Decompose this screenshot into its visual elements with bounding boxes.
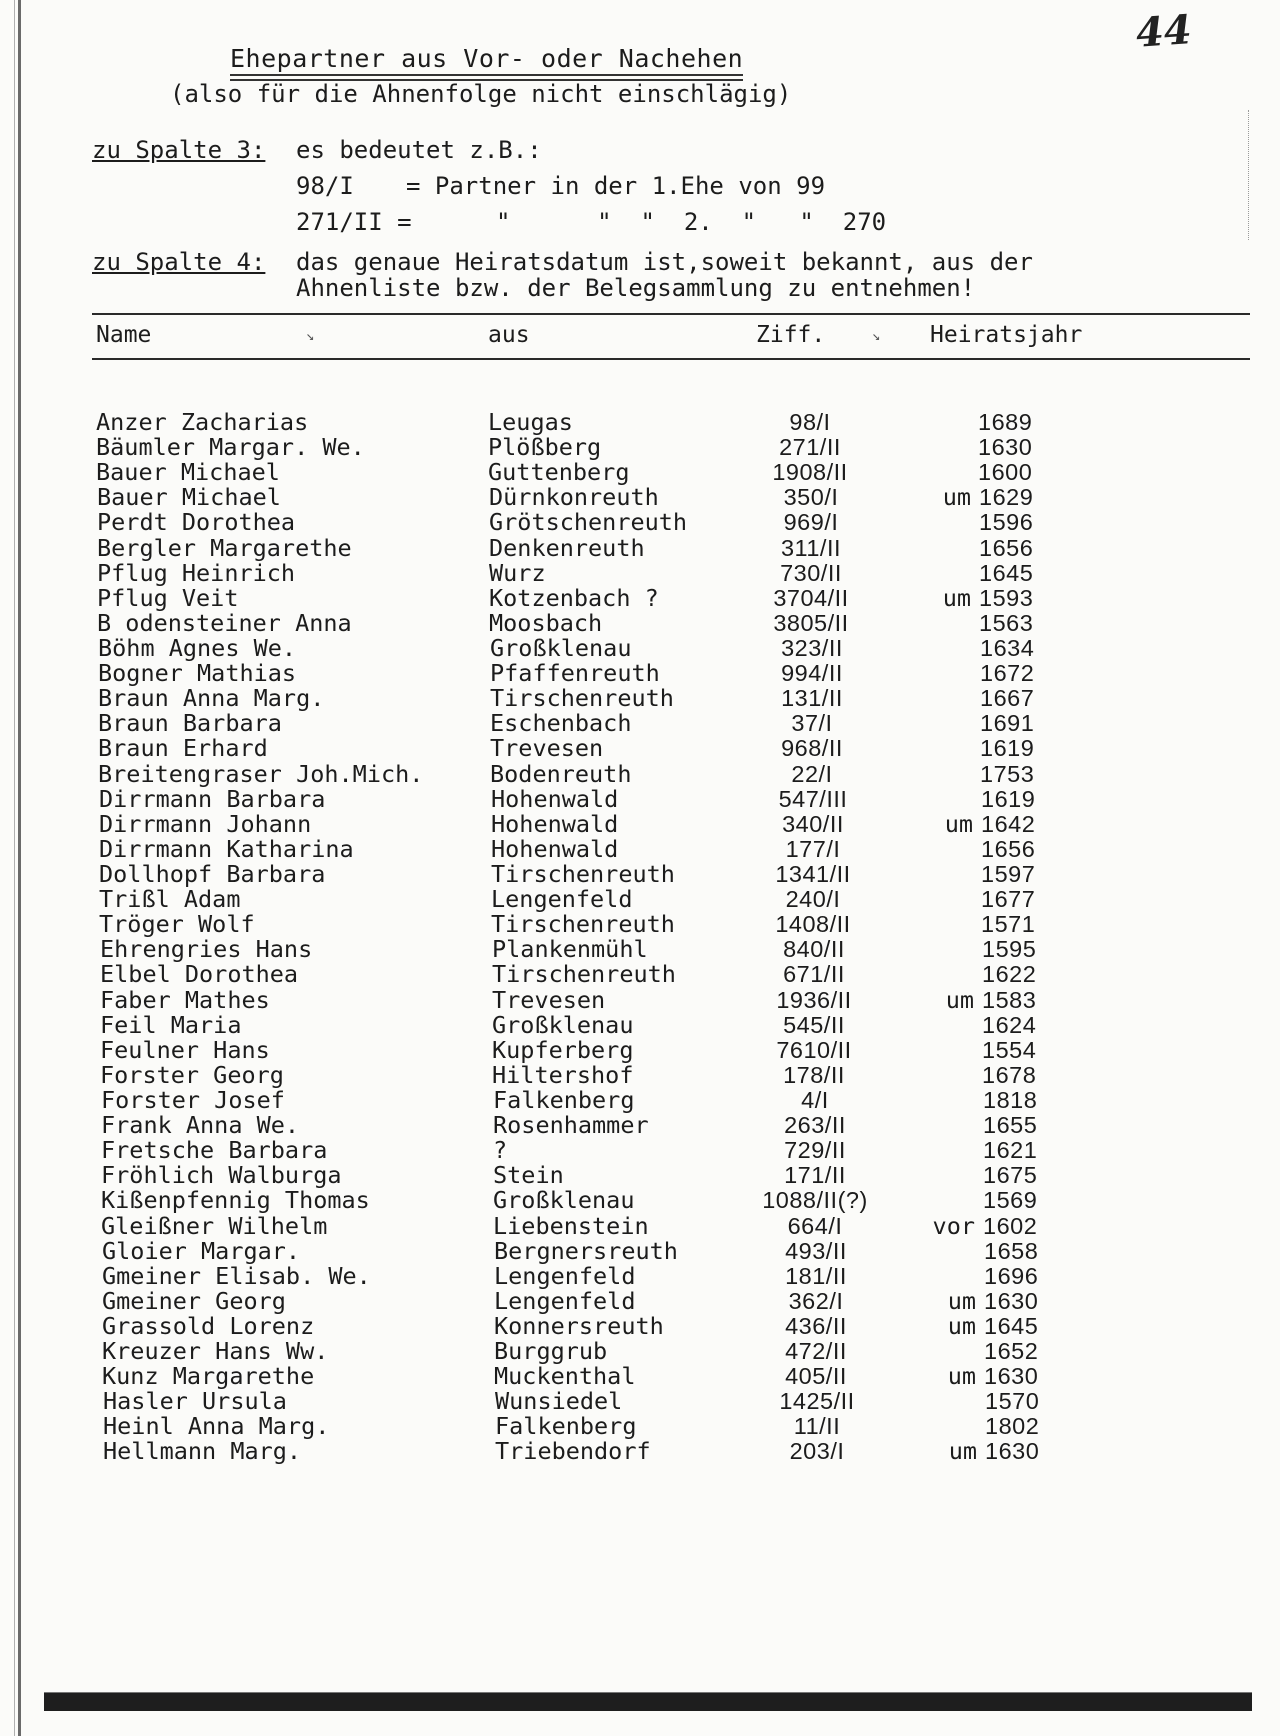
row-aus: Tirschenreuth	[491, 859, 675, 888]
table-row	[0, 608, 1280, 637]
table-row	[0, 583, 1280, 612]
table-row	[0, 686, 1280, 711]
table-row	[0, 985, 1280, 1014]
row-name: Forster Georg	[100, 1060, 284, 1089]
row-name: Breitengraser Joh.Mich.	[98, 759, 424, 788]
row-ziff: 98/I	[789, 409, 831, 435]
table-row	[0, 711, 1280, 736]
row-year: 1678	[982, 1061, 1037, 1088]
row-ziff: 994/II	[781, 660, 843, 687]
row-ziff: 472/II	[785, 1338, 847, 1365]
row-name: Anzer Zacharias	[96, 408, 309, 436]
row-ziff: 671/II	[783, 961, 845, 988]
row-ziff: 181/II	[785, 1262, 847, 1289]
table-row	[0, 887, 1280, 912]
row-name: Kißenpfennig Thomas	[101, 1186, 370, 1215]
row-name: Gleißner Wilhelm	[101, 1211, 328, 1240]
row-year: 1554	[982, 1036, 1037, 1063]
row-ziff: 1936/II	[776, 986, 852, 1013]
table-row	[0, 1163, 1280, 1188]
row-year: 1563	[979, 609, 1034, 636]
row-ziff: 271/II	[779, 434, 841, 461]
row-name: Bauer Michael	[97, 483, 281, 512]
row-year: 1593	[979, 584, 1034, 611]
row-aus: Lengenfeld	[491, 885, 633, 914]
table-row	[0, 1261, 1280, 1290]
row-aus: Lengenfeld	[494, 1261, 636, 1290]
row-aus: Bodenreuth	[490, 759, 632, 788]
header-rule-top	[92, 313, 1250, 315]
row-aus: Trevesen	[492, 985, 606, 1014]
row-ziff: 664/I	[787, 1212, 843, 1239]
table-row	[0, 1188, 1280, 1213]
row-aus: Stein	[493, 1161, 564, 1190]
row-ziff: 3805/II	[773, 609, 849, 636]
table-row	[0, 1286, 1280, 1315]
row-year: 1630	[985, 1438, 1040, 1465]
row-qualifier: um	[948, 1437, 977, 1466]
row-qualifier: um	[947, 1311, 976, 1340]
row-ziff: 240/I	[785, 886, 841, 913]
table-row	[0, 736, 1280, 761]
row-name: Kreuzer Hans Ww.	[102, 1337, 329, 1366]
header-rule-bottom	[92, 358, 1250, 360]
row-year: 1675	[983, 1162, 1038, 1189]
row-year: 1600	[978, 459, 1033, 486]
row-aus: Großklenau	[493, 1186, 635, 1215]
table-row	[0, 410, 1280, 435]
row-aus: Liebenstein	[493, 1211, 649, 1240]
row-year: 1621	[983, 1137, 1038, 1164]
row-year: 1630	[978, 434, 1033, 461]
row-qualifier: um	[942, 583, 971, 612]
row-name: Faber Mathes	[100, 985, 270, 1014]
row-aus: Guttenberg	[488, 458, 630, 487]
header-ziff: Ziff.	[756, 322, 826, 348]
note-col3-example2-code: 271/II =	[296, 208, 412, 236]
table-row	[0, 784, 1280, 813]
row-aus: Wunsiedel	[495, 1387, 623, 1416]
row-ziff: 969/I	[783, 509, 839, 536]
row-ziff: 4/I	[801, 1086, 829, 1113]
row-year: 1624	[982, 1011, 1037, 1038]
table-row	[0, 834, 1280, 863]
row-year: 1753	[980, 760, 1035, 787]
note-col4-line1: das genaue Heiratsdatum ist,soweit bekannt, aus der	[296, 248, 1033, 276]
table-row	[0, 1339, 1280, 1364]
row-year: 1672	[980, 660, 1035, 687]
row-year: 1658	[984, 1237, 1039, 1264]
row-aus: Burggrub	[494, 1337, 608, 1366]
note-col4-label: zu Spalte 4:	[92, 248, 266, 276]
row-name: Gmeiner Elisab. We.	[102, 1261, 371, 1290]
row-aus: Bergnersreuth	[494, 1236, 678, 1265]
row-name: Heinl Anna Marg.	[103, 1412, 330, 1441]
row-year: 1652	[984, 1338, 1039, 1365]
row-ziff: 547/III	[778, 785, 848, 812]
row-year: 1656	[981, 835, 1036, 862]
row-qualifier: um	[947, 1286, 976, 1315]
page-title	[230, 44, 743, 73]
table-row	[0, 759, 1280, 788]
row-name: Kunz Margarethe	[102, 1362, 315, 1391]
row-aus: Falkenberg	[493, 1085, 635, 1114]
row-name: Hasler Ursula	[103, 1387, 287, 1416]
note-col3-example1-code: 98/I	[296, 172, 354, 200]
row-ziff: 840/II	[783, 936, 845, 963]
row-ziff: 362/I	[788, 1287, 844, 1314]
row-name: Grassold Lorenz	[102, 1311, 315, 1340]
row-ziff: 729/II	[784, 1137, 846, 1164]
row-ziff: 545/II	[783, 1011, 845, 1038]
row-ziff: 263/II	[784, 1112, 846, 1139]
row-year: 1642	[981, 810, 1036, 837]
row-aus: Triebendorf	[495, 1437, 651, 1466]
row-name: Dirrmann Barbara	[99, 784, 326, 813]
table-row	[0, 809, 1280, 838]
row-name: Tröger Wolf	[99, 910, 255, 939]
table-row	[0, 1060, 1280, 1089]
table-row	[0, 1389, 1280, 1414]
row-ziff: 178/II	[783, 1061, 845, 1088]
row-year: 1571	[981, 911, 1036, 938]
row-ziff: 968/II	[781, 735, 843, 762]
row-ziff: 1425/II	[779, 1388, 855, 1415]
row-name: Feulner Hans	[100, 1035, 270, 1064]
header-tick-mark: ↘	[306, 328, 315, 344]
row-aus: Großklenau	[492, 1010, 634, 1039]
row-qualifier: vor	[932, 1211, 975, 1240]
row-name: Bäumler Margar. We.	[96, 433, 365, 462]
row-name: Gmeiner Georg	[102, 1286, 286, 1315]
row-name: Bauer Michael	[96, 458, 280, 487]
row-year: 1677	[981, 886, 1036, 913]
title-underline	[230, 74, 743, 76]
row-ziff: 436/II	[785, 1312, 847, 1339]
table-row	[0, 1364, 1280, 1389]
row-aus: Wurz	[489, 558, 546, 587]
row-name: Dollhopf Barbara	[99, 859, 326, 888]
row-ziff: 11/II	[793, 1413, 841, 1440]
row-aus: Hohenwald	[491, 784, 619, 813]
row-name: Dirrmann Katharina	[99, 834, 354, 863]
row-ziff: 1408/II	[775, 911, 851, 938]
row-year: 1645	[979, 559, 1034, 586]
row-year: 1656	[979, 534, 1034, 561]
header-aus: aus	[488, 322, 530, 348]
row-qualifier: um	[945, 985, 974, 1014]
row-year: 1602	[983, 1212, 1038, 1239]
table-row	[0, 533, 1280, 562]
row-aus: ?	[493, 1136, 508, 1165]
row-ziff: 3704/II	[773, 584, 849, 611]
row-aus: Hohenwald	[491, 809, 619, 838]
row-name: Braun Barbara	[98, 709, 282, 738]
row-year: 1818	[983, 1086, 1038, 1113]
row-ziff: 350/I	[783, 484, 839, 511]
note-col4-line2: Ahnenliste bzw. der Belegsammlung zu entnehmen!	[296, 274, 976, 302]
row-name: Feil Maria	[100, 1010, 242, 1039]
row-ziff: 171/II	[784, 1162, 846, 1189]
row-ziff: 1341/II	[775, 860, 851, 887]
row-aus: Falkenberg	[495, 1412, 637, 1441]
row-name: Pflug Heinrich	[97, 558, 296, 587]
table-row	[0, 1035, 1280, 1064]
row-ziff: 177/I	[785, 835, 841, 862]
row-aus: Großklenau	[490, 633, 632, 662]
row-ziff: 1088/II(?)	[762, 1187, 868, 1214]
table-row	[0, 1211, 1280, 1240]
row-ziff: 323/II	[781, 634, 843, 661]
row-ziff: 203/I	[789, 1438, 845, 1465]
note-col3-intro: es bedeutet z.B.:	[296, 136, 542, 164]
row-aus: Tirschenreuth	[490, 684, 674, 713]
note-col3-label: zu Spalte 3:	[92, 136, 266, 164]
partner-table	[0, 410, 1280, 1465]
table-row	[0, 558, 1280, 587]
row-name: Braun Anna Marg.	[98, 684, 325, 713]
row-aus: Leugas	[488, 408, 573, 436]
row-aus: Tirschenreuth	[492, 960, 676, 989]
row-name: Bogner Mathias	[98, 659, 297, 688]
row-year: 1696	[984, 1262, 1039, 1289]
row-aus: Moosbach	[489, 608, 603, 637]
row-aus: Hohenwald	[491, 834, 619, 863]
row-year: 1583	[982, 986, 1037, 1013]
row-aus: Plankenmühl	[492, 935, 648, 964]
row-aus: Grötschenreuth	[489, 508, 688, 537]
row-ziff: 405/II	[785, 1363, 847, 1390]
scan-specks	[1248, 110, 1250, 240]
scan-bottom-bar	[44, 1693, 1252, 1711]
row-year: 1619	[980, 735, 1035, 762]
table-row	[0, 937, 1280, 962]
row-name: Trißl Adam	[99, 885, 241, 914]
table-row	[0, 1010, 1280, 1039]
row-year: 1619	[981, 785, 1036, 812]
row-aus: Tirschenreuth	[491, 910, 675, 939]
row-qualifier: um	[942, 483, 971, 512]
row-aus: Trevesen	[490, 734, 604, 763]
row-name: Gloier Margar.	[102, 1236, 301, 1265]
row-year: 1622	[982, 961, 1037, 988]
row-year: 1655	[983, 1112, 1038, 1139]
row-aus: Muckenthal	[494, 1362, 636, 1391]
row-year: 1596	[979, 509, 1034, 536]
row-year: 1630	[984, 1287, 1039, 1314]
table-row	[0, 1414, 1280, 1439]
row-name: Pflug Veit	[97, 583, 239, 612]
row-aus: Dürnkonreuth	[489, 483, 659, 512]
row-aus: Rosenhammer	[493, 1111, 649, 1140]
row-year: 1570	[985, 1388, 1040, 1415]
table-row	[0, 1236, 1280, 1265]
row-ziff: 730/II	[780, 559, 842, 586]
table-row	[0, 435, 1280, 460]
row-ziff: 311/II	[780, 534, 842, 561]
row-name: Hellmann Marg.	[103, 1437, 302, 1466]
row-ziff: 340/II	[782, 810, 844, 837]
note-col3-example1-text: = Partner in der 1.Ehe von 99	[406, 172, 826, 200]
row-name: Ehrengries Hans	[100, 935, 313, 964]
row-year: 1595	[982, 936, 1037, 963]
row-name: Fretsche Barbara	[101, 1136, 328, 1165]
row-aus: Kotzenbach ?	[489, 583, 659, 612]
row-name: Braun Erhard	[98, 734, 268, 763]
row-aus: Hiltershof	[492, 1060, 634, 1089]
table-row	[0, 1439, 1280, 1464]
row-year: 1802	[985, 1413, 1040, 1440]
row-name: Forster Josef	[101, 1085, 285, 1114]
row-ziff: 1908/II	[772, 459, 848, 486]
row-year: 1645	[984, 1312, 1039, 1339]
header-heiratsjahr: Heiratsjahr	[930, 322, 1083, 348]
table-row	[0, 485, 1280, 510]
row-aus: Lengenfeld	[494, 1286, 636, 1315]
row-name: Frank Anna We.	[101, 1111, 300, 1140]
row-name: Böhm Agnes We.	[98, 633, 297, 662]
row-ziff: 7610/II	[776, 1036, 852, 1063]
row-name: Perdt Dorothea	[97, 508, 296, 537]
row-aus: Konnersreuth	[494, 1311, 664, 1340]
row-aus: Pfaffenreuth	[490, 659, 660, 688]
row-qualifier: um	[947, 1362, 976, 1391]
row-aus: Plößberg	[488, 433, 602, 462]
row-year: 1691	[980, 710, 1035, 737]
table-row	[0, 1311, 1280, 1340]
row-year: 1569	[983, 1187, 1038, 1214]
table-row	[0, 1138, 1280, 1163]
row-aus: Kupferberg	[492, 1035, 634, 1064]
page-number: 44	[1134, 6, 1194, 57]
row-aus: Denkenreuth	[489, 533, 645, 562]
row-name: Bergler Margarethe	[97, 533, 352, 562]
row-year: 1629	[979, 484, 1034, 511]
row-ziff: 37/I	[791, 710, 833, 737]
table-row	[0, 1085, 1280, 1114]
row-year: 1597	[981, 860, 1036, 887]
header-tick-mark: ↘	[872, 328, 881, 344]
header-name: Name	[96, 322, 152, 348]
row-ziff: 493/II	[785, 1237, 847, 1264]
row-ziff: 22/I	[791, 760, 833, 787]
table-row	[0, 661, 1280, 686]
row-aus: Eschenbach	[490, 709, 632, 738]
table-row	[0, 633, 1280, 662]
row-name: B odensteiner Anna	[97, 608, 352, 637]
row-year: 1689	[978, 409, 1033, 435]
table-row	[0, 912, 1280, 937]
row-qualifier: um	[944, 809, 973, 838]
row-year: 1634	[980, 634, 1035, 661]
table-row	[0, 1113, 1280, 1138]
note-col3-example2-text: " " " 2. " " 270	[496, 208, 887, 236]
row-name: Dirrmann Johann	[99, 809, 312, 838]
row-name: Fröhlich Walburga	[101, 1161, 342, 1190]
row-year: 1630	[984, 1363, 1039, 1390]
row-year: 1667	[980, 685, 1035, 712]
table-row	[0, 460, 1280, 485]
row-ziff: 131/II	[781, 685, 843, 712]
table-row	[0, 859, 1280, 888]
row-name: Elbel Dorothea	[100, 960, 299, 989]
page-subtitle: (also für die Ahnenfolge nicht einschlägig)	[170, 80, 792, 108]
table-row	[0, 510, 1280, 535]
table-row	[0, 962, 1280, 987]
title-text: Ehepartner aus Vor- oder Nachehen	[230, 44, 744, 73]
